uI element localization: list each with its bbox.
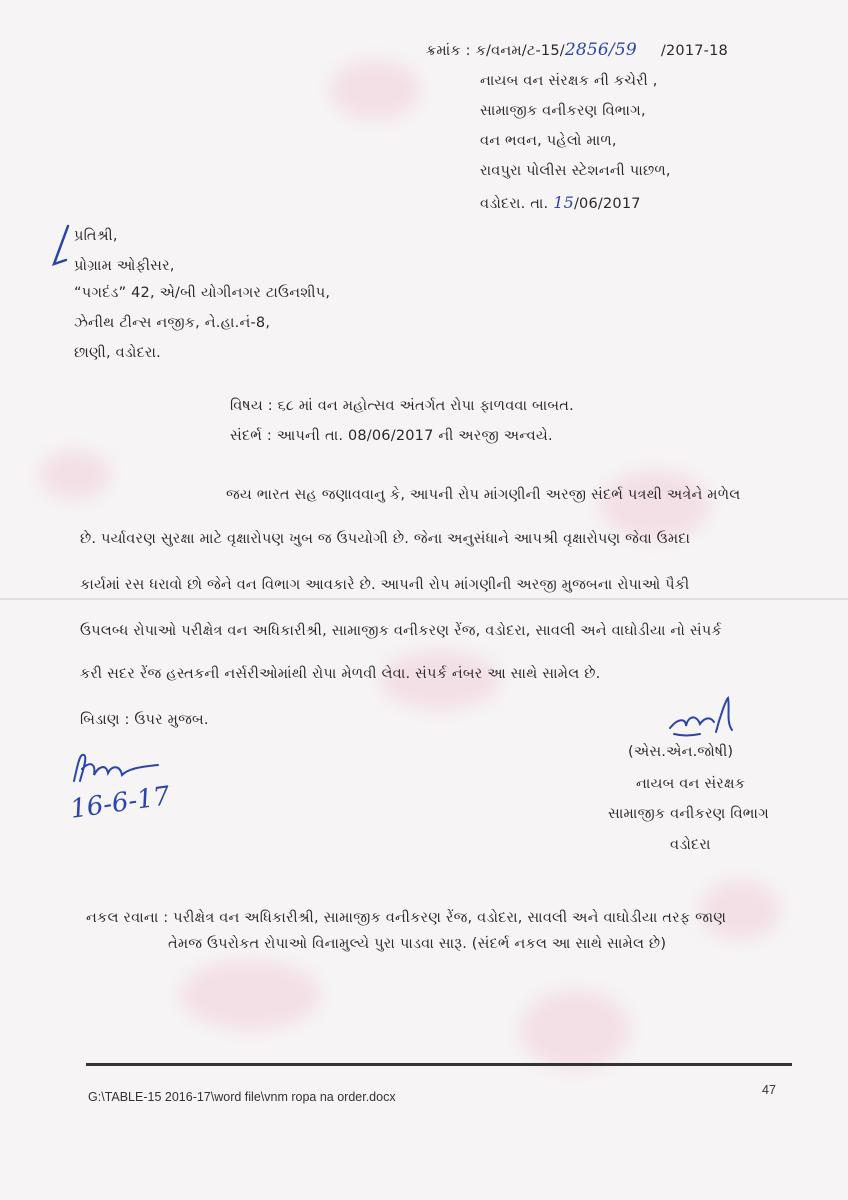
footer-rule	[86, 1063, 792, 1066]
date-suffix: /06/2017	[573, 196, 641, 212]
paper-stain	[600, 470, 710, 540]
reference-handwritten: 2856/59	[564, 40, 637, 60]
handwritten-date: 16-6-17	[68, 781, 172, 825]
paper-stain	[180, 960, 320, 1030]
signatory-designation: નાયબ વન સંરક્ષક	[636, 776, 746, 792]
paper-stain	[40, 450, 110, 500]
recipient-line-4: છાણી, વડોદરા.	[74, 345, 161, 361]
office-line-3: વન ભવન, પહેલો માળ,	[480, 133, 617, 149]
reference-line: સંદર્ભ : આપની તા. 08/06/2017 ની અરજી અન્વયે.	[230, 428, 553, 444]
recipient-salutation: પ્રતિશ્રી,	[74, 228, 118, 244]
recipient-line-3: ઝેનીથ ટીન્સ નજીક, ને.હા.નં-8,	[74, 315, 271, 331]
body-line-3: કાર્યમાં રસ ધરાવો છો જેને વન વિભાગ આવકારે છે. આપની રોપ માંગણીની અરજી મુજબના રોપાઓ પૈકી	[80, 577, 690, 593]
date-prefix: વડોદરા. તા.	[480, 196, 549, 212]
reference-number	[426, 40, 728, 60]
paper-stain	[520, 990, 630, 1070]
signatory-name: (એસ.એન.જોષી)	[628, 744, 734, 760]
signatory-city: વડોદરા	[670, 837, 711, 853]
enclosure-line: બિડાણ : ઉપર મુજબ.	[80, 712, 209, 728]
date-day-handwritten: 15	[553, 193, 574, 212]
body-line-1: જય ભારત સહ જણાવવાનુ કે, આપની રોપ માંગણીની અરજી સંદર્ભ પત્રથી અત્રેને મળેલ	[226, 487, 741, 503]
officer-signature	[660, 692, 750, 742]
paper-stain	[330, 60, 420, 120]
copy-to-line-2: તેમજ ઉપરોકત રોપાઓ વિનામુલ્યે પુરા પાડવા સારૂ. (સંદર્ભ નકલ આ સાથે સામેલ છે)	[168, 936, 667, 952]
paper-fold	[0, 598, 848, 600]
body-line-4: ઉપલબ્ધ રોપાઓ પરીક્ષેત્ર વન અધિકારીશ્રી, સામાજીક વનીકરણ રેંજ, વડોદરા, સાવલી અને વાઘોડીયા નો સંપર્ક	[80, 623, 722, 639]
office-line-4: રાવપુરા પોલીસ સ્ટેશનની પાછળ,	[480, 163, 671, 179]
recipient-line-1: પ્રોગ્રામ ઓફીસર,	[74, 258, 175, 274]
footer-page-number: 47	[762, 1083, 776, 1097]
reference-prefix: ક્રમાંક : ક/વનમ/ટ-15/	[426, 43, 565, 59]
subject-line: વિષય : ૬૮ માં વન મહોત્સવ અંતર્ગત રોપા ફાળવવા બાબત.	[230, 398, 574, 414]
recipient-line-2: “પગદંડ” 42, એ/બી યોગીનગર ટાઉનશીપ,	[74, 285, 331, 301]
office-line-2: સામાજીક વનીકરણ વિભાગ,	[480, 103, 646, 119]
footer-file-path: G:\TABLE-15 2016-17\word file\vnm ropa na order.docx	[88, 1090, 396, 1104]
pen-tick-mark	[40, 220, 80, 270]
office-line-1: નાયબ વન સંરક્ષક ની કચેરી ,	[480, 73, 658, 89]
body-line-2: છે. પર્યાવરણ સુરક્ષા માટે વૃક્ષારોપણ ખુબ જ ઉપયોગી છે. જેના અનુસંધાને આપશ્રી વૃક્ષારોપણ જેવા ઉમદા	[80, 531, 691, 547]
letter-date	[480, 193, 641, 212]
body-line-5: કરી સદર રેંજ હસ્તકની નર્સરીઓમાંથી રોપા મેળવી લેવા. સંપર્ક નંબર આ સાથે સામેલ છે.	[80, 666, 601, 682]
signatory-department: સામાજીક વનીકરણ વિભાગ	[608, 806, 769, 822]
copy-to-line-1: નકલ રવાના : પરીક્ષેત્ર વન અધિકારીશ્રી, સામાજીક વનીકરણ રેંજ, વડોદરા, સાવલી અને વાઘોડીયા તરફ જાણ	[86, 910, 727, 926]
reference-suffix: /2017-18	[660, 43, 728, 59]
